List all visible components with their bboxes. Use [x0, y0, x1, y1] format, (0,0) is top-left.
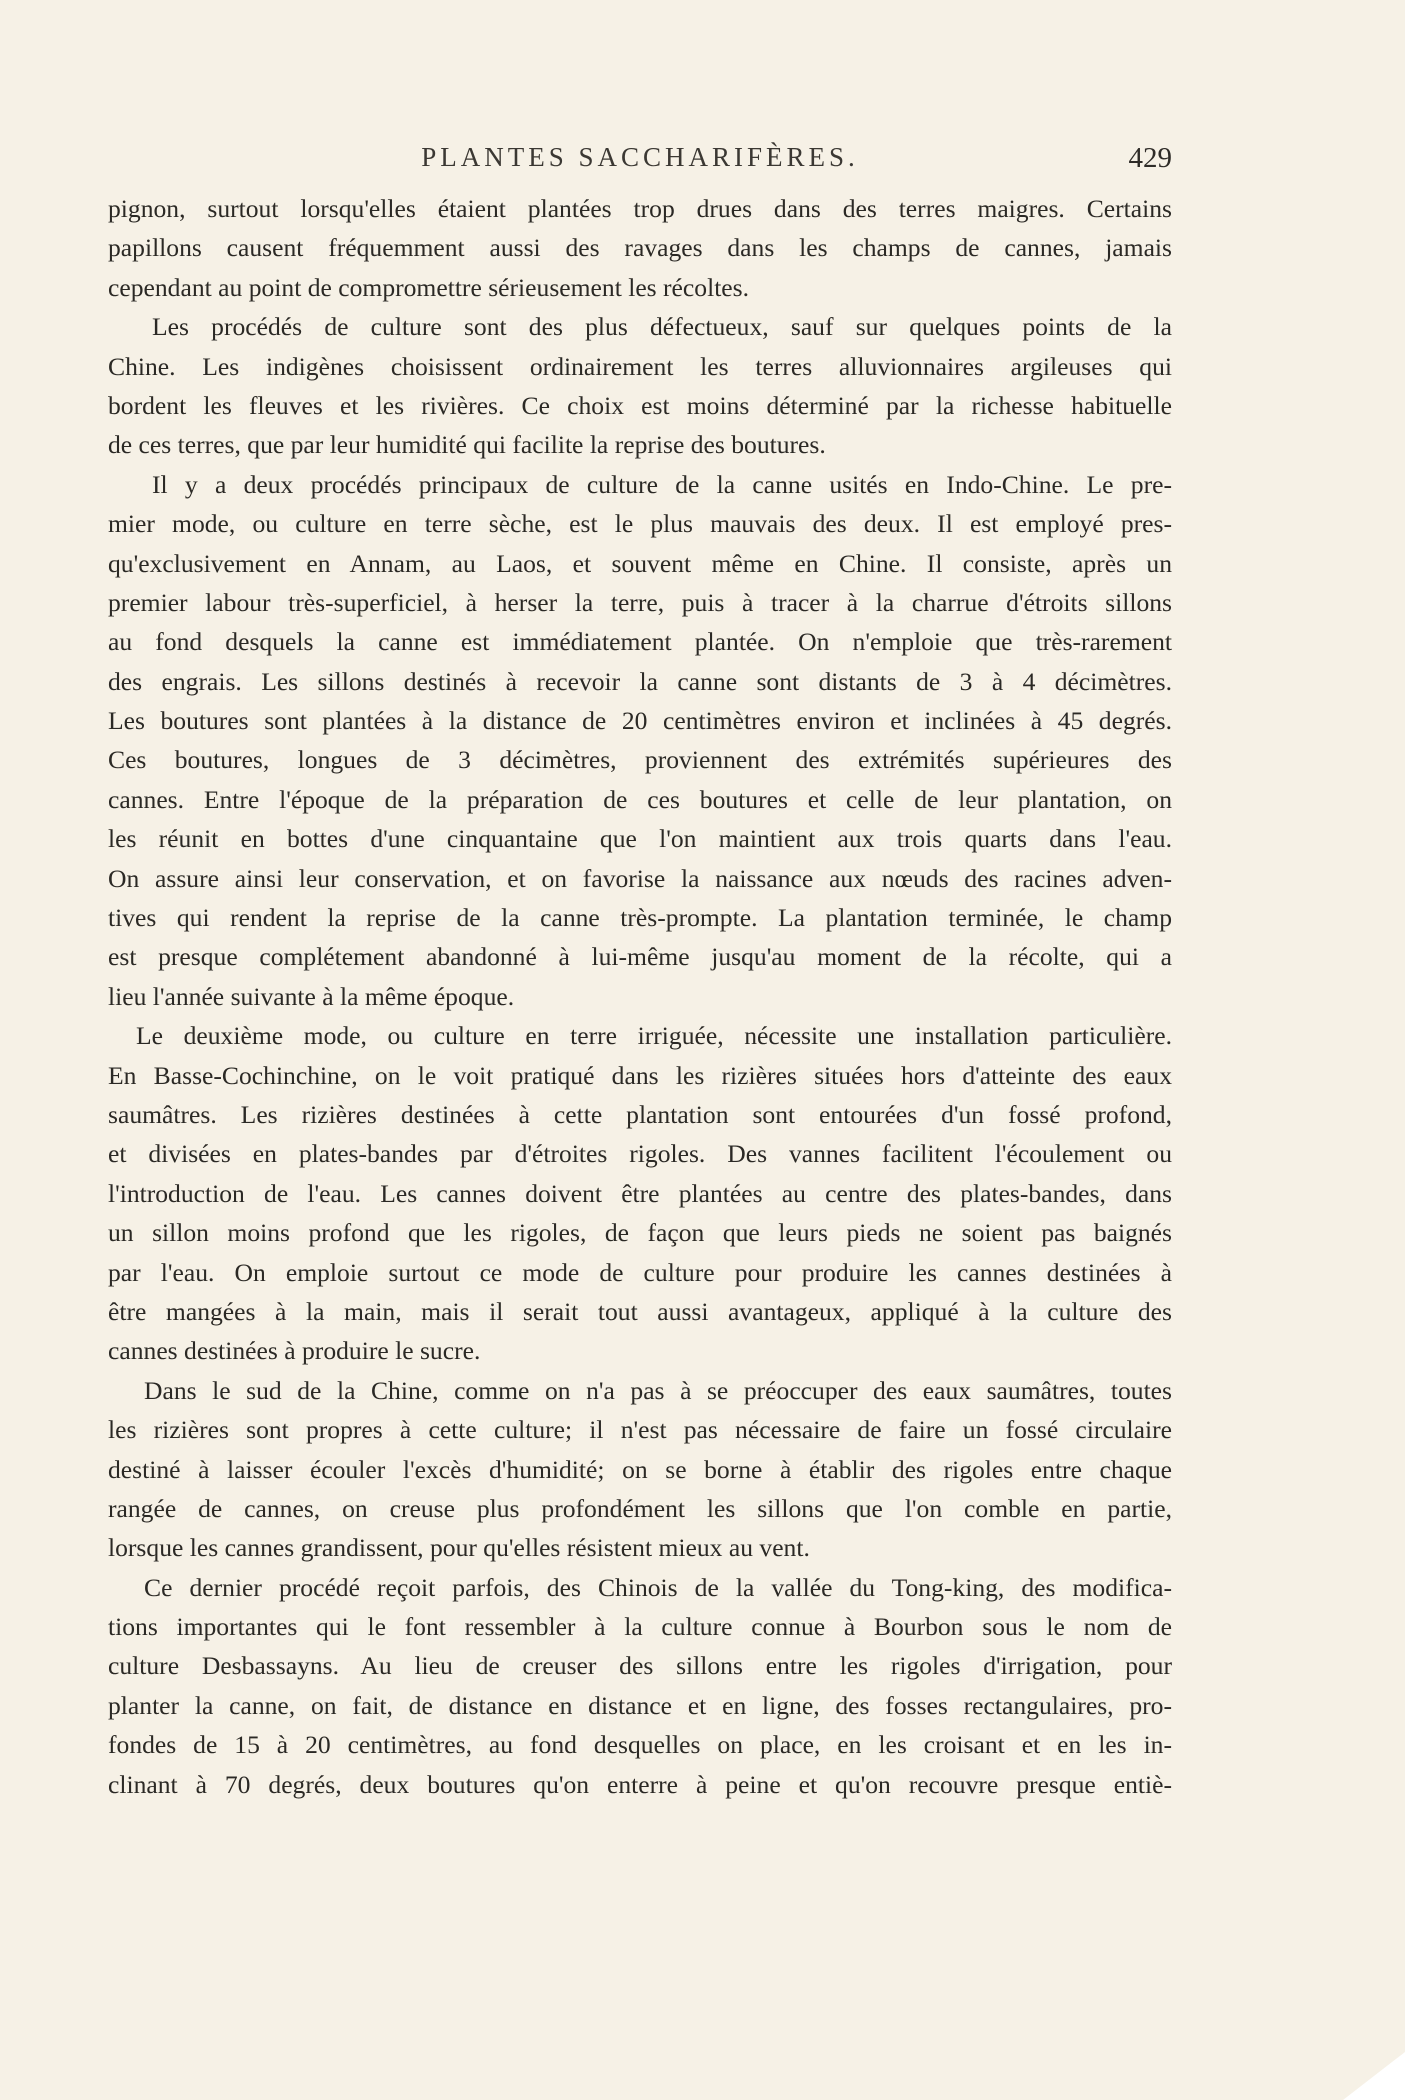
- text-line: fondes de 15 à 20 centimètres, au fond desquelles on place, en les croisant et en les in-: [108, 1730, 1172, 1760]
- text-line: papillons causent fréquemment aussi des ravages dans les champs de cannes, jamais: [108, 233, 1172, 263]
- page-title: PLANTES SACCHARIFÈRES.: [421, 142, 859, 172]
- paragraph: [108, 189, 1172, 307]
- text-line: de ces terres, que par leur humidité qui facilite la reprise des boutures.: [108, 430, 826, 460]
- text-line: pignon, surtout lorsqu'elles étaient plantées trop drues dans des terres maigres. Certains: [108, 194, 1172, 223]
- text-line: culture Desbassayns. Au lieu de creuser des sillons entre les rigoles d'irrigation, pour: [108, 1651, 1172, 1681]
- text-line: En Basse-Cochinchine, on le voit pratiqué dans les rizières situées hors d'atteinte des eaux: [108, 1060, 1172, 1090]
- text-line: tives qui rendent la reprise de la canne très-prompte. La plantation terminée, le champ: [108, 903, 1172, 933]
- page-number: 429: [1128, 142, 1172, 174]
- text-line: est presque complétement abandonné à lui-même jusqu'au moment de la récolte, qui a: [108, 942, 1172, 972]
- paragraph: [108, 1568, 1172, 1804]
- text-line: destiné à laisser écouler l'excès d'humidité; on se borne à établir des rigoles entre chaque: [108, 1454, 1172, 1484]
- paragraph: [108, 307, 1172, 465]
- text-line: cannes destinées à produire le sucre.: [108, 1336, 481, 1366]
- text-line: lieu l'année suivante à la même époque.: [108, 981, 515, 1011]
- text-line: bordent les fleuves et les rivières. Ce choix est moins déterminé par la richesse habituelle: [108, 390, 1172, 420]
- text-line: les rizières sont propres à cette culture; il n'est pas nécessaire de faire un fossé circulaire: [108, 1415, 1172, 1445]
- text-line: Il y a deux procédés principaux de culture de la canne usités en Indo-Chine. Le pre-: [152, 469, 1172, 499]
- text-line: clinant à 70 degrés, deux boutures qu'on enterre à peine et qu'on recouvre presque entiè-: [108, 1769, 1172, 1799]
- text-line: mier mode, ou culture en terre sèche, est le plus mauvais des deux. Il est employé pres-: [108, 509, 1172, 539]
- text-line: Ces boutures, longues de 3 décimètres, proviennent des extrémités supérieures des: [108, 745, 1172, 775]
- page-corner: [1343, 2052, 1405, 2100]
- text-line: Dans le sud de la Chine, comme on n'a pas à se préoccuper des eaux saumâtres, toutes: [144, 1375, 1172, 1405]
- text-line: rangée de cannes, on creuse plus profondément les sillons que l'on comble en partie,: [108, 1493, 1172, 1523]
- text-line: qu'exclusivement en Annam, au Laos, et souvent même en Chine. Il consiste, après un: [108, 548, 1172, 578]
- running-head: [108, 142, 1172, 178]
- text-line: Le deuxième mode, ou culture en terre irriguée, nécessite une installation particulière.: [136, 1021, 1172, 1051]
- text-line: lorsque les cannes grandissent, pour qu'elles résistent mieux au vent.: [108, 1533, 810, 1563]
- text-line: premier labour très-superficiel, à herser la terre, puis à tracer à la charrue d'étroits sillons: [108, 587, 1172, 617]
- text-line: être mangées à la main, mais il serait tout aussi avantageux, appliqué à la culture des: [108, 1296, 1172, 1326]
- paragraph: [108, 1016, 1172, 1371]
- paragraph: [108, 1371, 1172, 1568]
- text-line: et divisées en plates-bandes par d'étroites rigoles. Des vannes facilitent l'écoulement ou: [108, 1139, 1172, 1169]
- text-line: un sillon moins profond que les rigoles, de façon que leurs pieds ne soient pas baignés: [108, 1218, 1172, 1248]
- text-line: cannes. Entre l'époque de la préparation de ces boutures et celle de leur plantation, on: [108, 784, 1172, 814]
- text-line: cependant au point de compromettre sérieusement les récoltes.: [108, 272, 750, 302]
- text-line: au fond desquels la canne est immédiatement plantée. On n'emploie que très-rarement: [108, 627, 1172, 657]
- text-line: l'introduction de l'eau. Les cannes doivent être plantées au centre des plates-bandes, dans: [108, 1178, 1172, 1208]
- text-line: par l'eau. On emploie surtout ce mode de culture pour produire les cannes destinées à: [108, 1257, 1172, 1287]
- text-line: saumâtres. Les rizières destinées à cette plantation sont entourées d'un fossé profond,: [108, 1099, 1172, 1129]
- text-line: Les boutures sont plantées à la distance de 20 centimètres environ et inclinées à 45 degrés.: [108, 706, 1172, 736]
- text-line: les réunit en bottes d'une cinquantaine que l'on maintient aux trois quarts dans l'eau.: [108, 824, 1172, 854]
- text-line: Les procédés de culture sont des plus défectueux, sauf sur quelques points de la: [152, 312, 1172, 342]
- text-line: On assure ainsi leur conservation, et on favorise la naissance aux nœuds des racines adven-: [108, 863, 1172, 893]
- text-line: Chine. Les indigènes choisissent ordinairement les terres alluvionnaires argileuses qui: [108, 351, 1172, 381]
- paragraph: [108, 465, 1172, 1016]
- text-line: Ce dernier procédé reçoit parfois, des Chinois de la vallée du Tong-king, des modifica-: [144, 1572, 1172, 1602]
- text-line: des engrais. Les sillons destinés à recevoir la canne sont distants de 3 à 4 décimètres.: [108, 666, 1172, 696]
- text-line: planter la canne, on fait, de distance en distance et en ligne, des fosses rectangulaires, pro-: [108, 1690, 1172, 1720]
- body-text: [108, 189, 1172, 1804]
- text-line: tions importantes qui le font ressembler à la culture connue à Bourbon sous le nom de: [108, 1612, 1172, 1642]
